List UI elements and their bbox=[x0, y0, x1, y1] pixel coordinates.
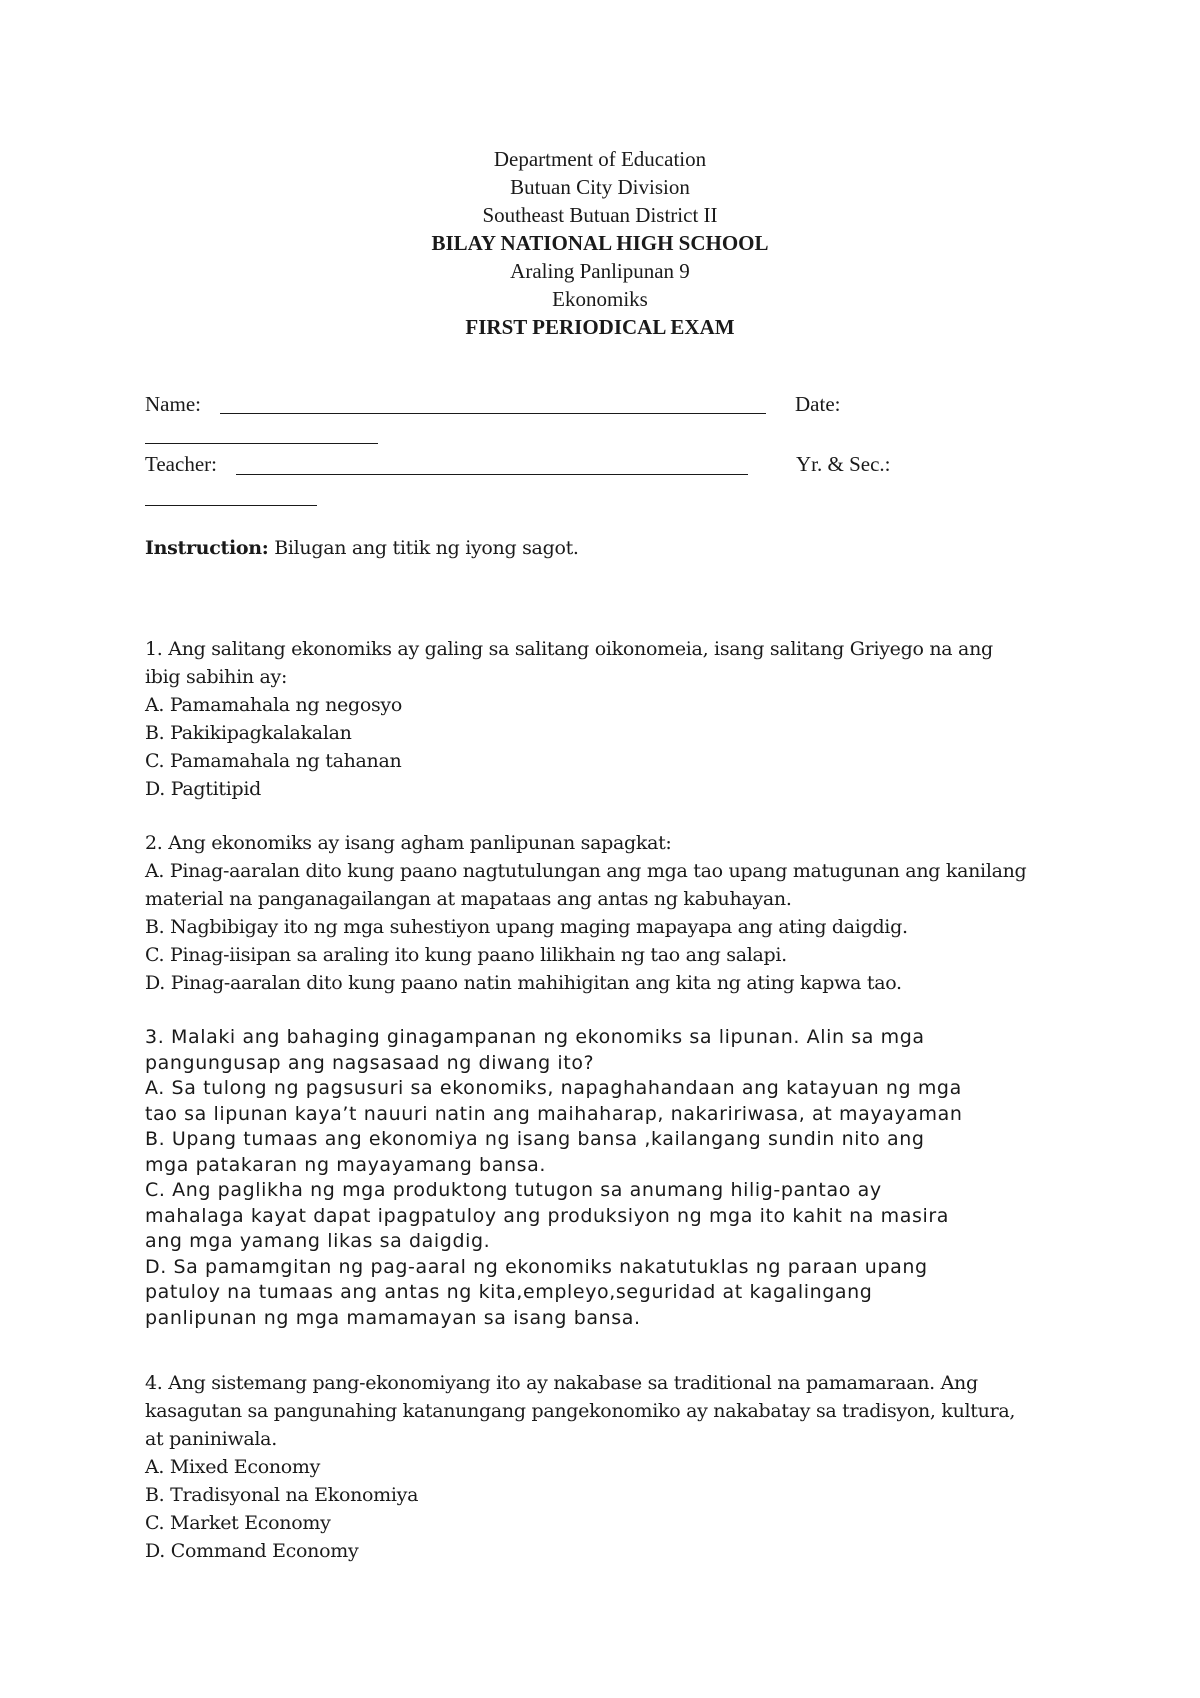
question-1 bbox=[145, 635, 1075, 803]
name-field[interactable] bbox=[220, 413, 766, 414]
choice-d[interactable]: D. Pinag-aaralan dito kung paano natin mahihigitan ang kita ng ating kapwa tao. bbox=[145, 972, 902, 994]
choice-b-continued[interactable]: mga patakaran ng mayayamang bansa. bbox=[145, 1153, 546, 1176]
choice-d-continued[interactable]: panlipunan ng mga mamamayan sa isang bansa. bbox=[145, 1306, 641, 1329]
school-name: BILAY NATIONAL HIGH SCHOOL bbox=[431, 231, 769, 255]
choice-c[interactable]: C. Ang paglikha ng mga produktong tutugon sa anumang hilig-pantao ay bbox=[145, 1179, 882, 1201]
date-label: Date: bbox=[795, 392, 841, 416]
teacher-field[interactable] bbox=[236, 474, 748, 475]
choice-a-continued[interactable]: material na panganagailangan at mapataas ang antas ng kabuhayan. bbox=[145, 888, 792, 910]
department-name: Department of Education bbox=[493, 147, 707, 171]
choice-a[interactable]: A. Pinag-aaralan dito kung paano nagtutulungan ang mga tao upang matugunan ang kanilang bbox=[145, 860, 1027, 882]
question-4 bbox=[145, 1369, 1075, 1565]
choice-a-continued[interactable]: tao sa lipunan kaya’t nauuri natin ang maihaharap, nakaririwasa, at mayayaman bbox=[145, 1102, 963, 1125]
choice-b[interactable]: B. Upang tumaas ang ekonomiya ng isang bansa ,kailangang sundin nito ang bbox=[145, 1128, 925, 1150]
document-header bbox=[0, 145, 1200, 341]
instruction-text: Bilugan ang titik ng iyong sagot. bbox=[268, 537, 579, 559]
question-stem: at paniniwala. bbox=[145, 1428, 277, 1450]
choice-d-continued[interactable]: patuloy na tumaas ang antas ng kita,empleyo,seguridad at kagalingang bbox=[145, 1281, 873, 1303]
question-stem: 3. Malaki ang bahaging ginagampanan ng ekonomiks sa lipunan. Alin sa mga bbox=[145, 1026, 925, 1048]
choice-a[interactable]: A. Mixed Economy bbox=[145, 1456, 321, 1478]
question-stem: 1. Ang salitang ekonomiks ay galing sa salitang oikonomeia, isang salitang Griyego na ang bbox=[145, 638, 993, 660]
district-name: Southeast Butuan District II bbox=[482, 203, 718, 227]
choice-c[interactable]: C. Pinag-iisipan sa araling ito kung paano lilikhain ng tao ang salapi. bbox=[145, 944, 787, 966]
question-stem: pangungusap ang nagsasaad ng diwang ito? bbox=[145, 1051, 595, 1074]
choice-d[interactable]: D. Command Economy bbox=[145, 1540, 359, 1562]
division-name: Butuan City Division bbox=[510, 175, 690, 199]
exam-title: FIRST PERIODICAL EXAM bbox=[465, 315, 735, 339]
date-field[interactable] bbox=[145, 443, 378, 444]
question-stem: ibig sabihin ay: bbox=[145, 666, 288, 688]
choice-a[interactable]: A. Pamamahala ng negosyo bbox=[145, 694, 403, 716]
choice-b[interactable]: B. Tradisyonal na Ekonomiya bbox=[145, 1484, 419, 1506]
choice-c[interactable]: C. Market Economy bbox=[145, 1512, 331, 1534]
course-name: Ekonomiks bbox=[552, 287, 648, 311]
choice-c[interactable]: C. Pamamahala ng tahanan bbox=[145, 750, 402, 772]
choice-d[interactable]: D. Sa pamamgitan ng pag-aaral ng ekonomiks nakatutuklas ng paraan upang bbox=[145, 1255, 928, 1278]
choice-a[interactable]: A. Sa tulong ng pagsusuri sa ekonomiks, napaghahandaan ang katayuan ng mga bbox=[145, 1077, 962, 1099]
choice-c-continued[interactable]: mahalaga kayat dapat ipagpatuloy ang produksiyon ng mga ito kahit na masira bbox=[145, 1204, 950, 1227]
choice-b[interactable]: B. Pakikipagkalakalan bbox=[145, 722, 352, 744]
teacher-label: Teacher: bbox=[145, 452, 217, 476]
question-stem: 2. Ang ekonomiks ay isang agham panlipunan sapagkat: bbox=[145, 832, 672, 854]
question-2 bbox=[145, 829, 1075, 997]
choice-d[interactable]: D. Pagtitipid bbox=[145, 778, 261, 800]
question-3 bbox=[145, 1025, 1075, 1331]
section-field[interactable] bbox=[145, 505, 317, 506]
choice-b[interactable]: B. Nagbibigay ito ng mga suhestiyon upang maging mapayapa ang ating daigdig. bbox=[145, 916, 908, 938]
instruction bbox=[145, 534, 579, 562]
choice-c-continued[interactable]: ang mga yamang likas sa daigdig. bbox=[145, 1230, 491, 1252]
question-stem: 4. Ang sistemang pang-ekonomiyang ito ay nakabase sa traditional na pamamaraan. Ang bbox=[145, 1372, 978, 1394]
name-label: Name: bbox=[145, 392, 201, 416]
section-label: Yr. & Sec.: bbox=[796, 452, 891, 476]
subject-name: Araling Panlipunan 9 bbox=[510, 259, 690, 283]
instruction-label: Instruction: bbox=[145, 537, 269, 559]
question-stem: kasagutan sa pangunahing katanungang pangekonomiko ay nakabatay sa tradisyon, kultura, bbox=[145, 1400, 1016, 1422]
